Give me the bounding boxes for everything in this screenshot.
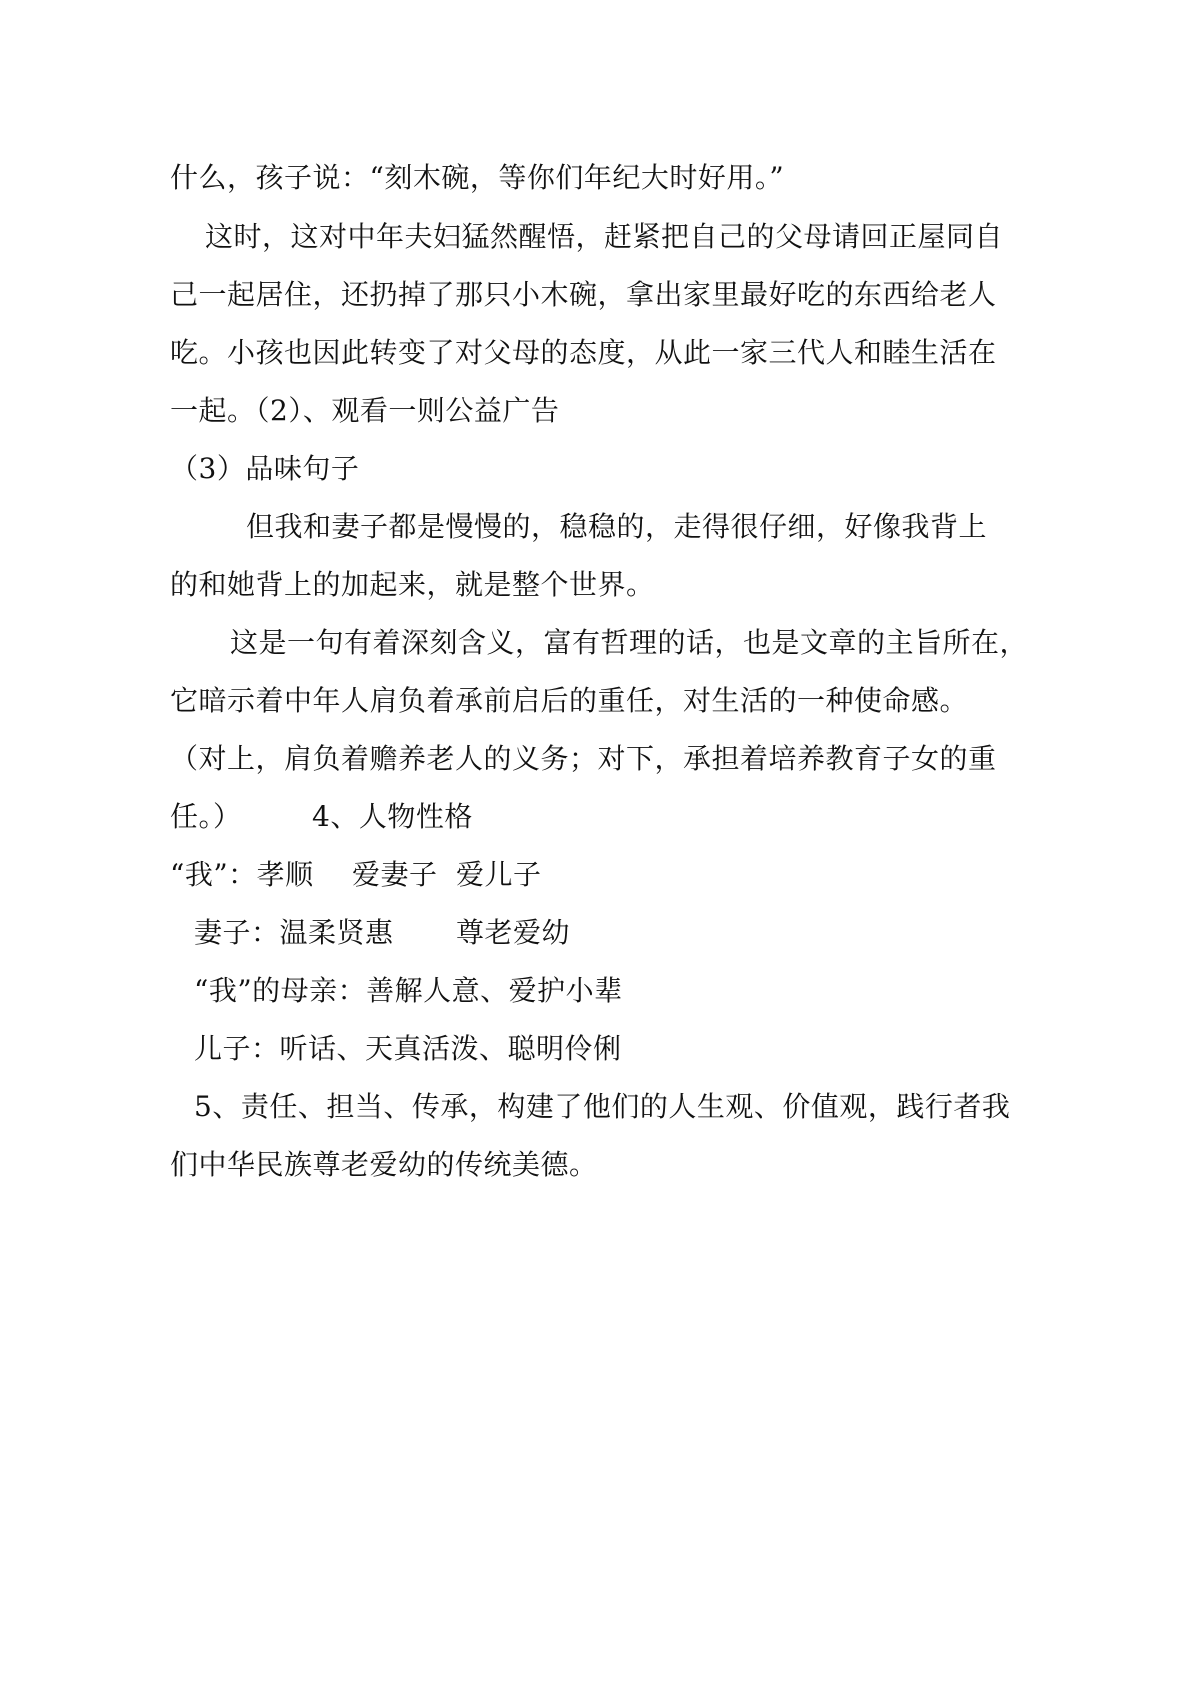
quote-line-1: 但我和妻子都是慢慢的，稳稳的，走得很仔细，好像我背上 <box>246 510 988 543</box>
text-line-1: 什么，孩子说：“刻木碗，等你们年纪大时好用。” <box>170 161 785 194</box>
character-wife-label: 妻子：温柔贤惠 <box>194 916 394 949</box>
analysis-line-3: （对上，肩负着赡养老人的义务；对下，承担着培养教育子女的重 <box>170 742 997 775</box>
quote-line-2: 的和她背上的加起来，就是整个世界。 <box>170 568 655 601</box>
character-mother: “我”的母亲：善解人意、爱护小辈 <box>194 974 623 1007</box>
summary-line-2: 们中华民族尊老爱幼的传统美德。 <box>170 1148 598 1181</box>
summary-line-1: 5、责任、担当、传承，构建了他们的人生观、价值观，践行者我 <box>194 1090 1011 1123</box>
analysis-line-2: 它暗示着中年人肩负着承前启后的重任，对生活的一种使命感。 <box>170 684 969 717</box>
character-me-trait-3: 爱儿子 <box>456 858 542 891</box>
section-heading-4: 4、人物性格 <box>312 800 473 833</box>
text-line-2: 这时，这对中年夫妇猛然醒悟，赶紧把自己的父母请回正屋同自 <box>205 220 1004 253</box>
section-heading-3: （3）品味句子 <box>170 452 360 485</box>
text-line-5: 一起。（2）、观看一则公益广告 <box>170 394 560 427</box>
text-line-3: 己一起居住，还扔掉了那只小木碗，拿出家里最好吃的东西给老人 <box>170 278 997 311</box>
character-wife-trait-2: 尊老爱幼 <box>456 916 571 949</box>
character-son: 儿子：听话、天真活泼、聪明伶俐 <box>194 1032 622 1065</box>
analysis-line-4: 任。） <box>170 800 242 833</box>
text-line-4: 吃。小孩也因此转变了对父母的态度，从此一家三代人和睦生活在 <box>170 336 997 369</box>
analysis-line-1: 这是一句有着深刻含义，富有哲理的话，也是文章的主旨所在， <box>230 626 1029 659</box>
character-me-trait-2: 爱妻子 <box>352 858 438 891</box>
character-me-label: “我”：孝顺 <box>170 858 314 891</box>
